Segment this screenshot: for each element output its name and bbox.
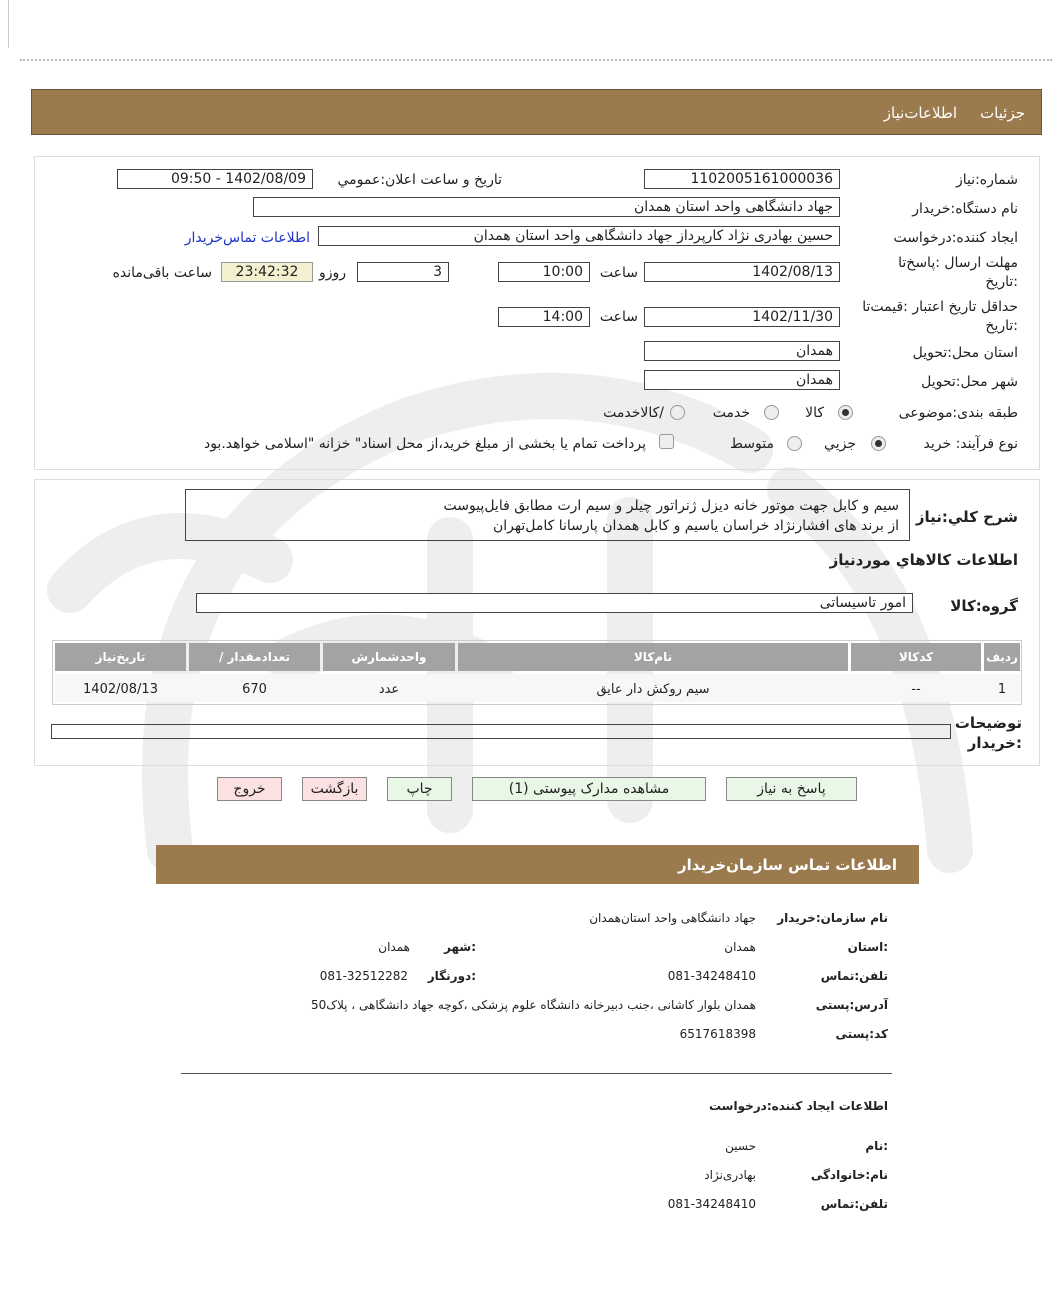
description-line-2: از برند های افشارنژاد خراسان یاسیم و کابل همدان پارسانا کامل‌تهران xyxy=(493,518,899,534)
cell-date: 1402/08/13 xyxy=(83,682,158,697)
treasury-payment-note: پرداخت تمام یا بخشی از مبلغ خرید،از محل اسناد" خزانه "اسلامی خواهد.بود xyxy=(203,436,646,452)
col-header-quantity: / تعدادمقدار xyxy=(189,643,320,671)
process-partial-label: جزیي xyxy=(824,436,856,452)
validity-label: حداقل تاریخ اعتبار :قیمت‌تا xyxy=(862,299,1018,315)
goods-group-label: گروه:کالا xyxy=(950,597,1018,615)
need-number-label: شماره:نیاز xyxy=(955,172,1018,188)
category-service-radio[interactable] xyxy=(764,405,779,420)
need-number-field: 1102005161000036 xyxy=(644,169,840,189)
category-label: طبقه بندی:موضوعی xyxy=(898,405,1018,421)
category-service-label: خدمت xyxy=(712,405,750,421)
creator-field: حسین بهادری نژاد کارپرداز جهاد دانشگاهی واحد استان همدان xyxy=(318,226,840,246)
contact-fax-label: :دورنگار xyxy=(427,969,476,983)
process-medium-label: متوسط xyxy=(730,436,774,452)
creator-name-label: :نام xyxy=(865,1139,888,1153)
creator-phone-value: 081-34248410 xyxy=(667,1197,756,1211)
tab-details[interactable]: جزئیات xyxy=(980,104,1025,122)
process-medium-radio[interactable] xyxy=(787,436,802,451)
col-header-code: کدکالا xyxy=(851,643,981,671)
announce-label: تاریخ و ساعت اعلان:عمومي xyxy=(337,172,502,188)
days-label: روزو xyxy=(318,265,346,281)
exit-button[interactable]: خروج xyxy=(217,777,282,801)
category-both-label: /کالاخدمت xyxy=(603,405,664,421)
contact-postal-value: 6517618398 xyxy=(679,1027,756,1041)
deadline-label: مهلت ارسال :پاسخ‌تا xyxy=(898,255,1018,271)
contact-phone-value: 081-34248410 xyxy=(667,969,756,983)
city-field: همدان xyxy=(644,370,840,390)
buyer-org-field: جهاد دانشگاهی واحد استان همدان xyxy=(253,197,840,217)
col-header-unit: واحدشمارش xyxy=(323,643,455,671)
contact-fax-value: 081-32512282 xyxy=(319,969,408,983)
contact-org-value: جهاد دانشگاهی واحد استان‌همدان xyxy=(589,911,756,925)
process-label: نوع فرآیند: خرید xyxy=(923,436,1018,452)
attachments-button[interactable]: مشاهده مدارک پیوستی (1) xyxy=(472,777,706,801)
goods-group-field: امور تاسیساتی xyxy=(196,593,913,613)
contact-address-label: آدرس:پستی xyxy=(815,998,888,1012)
buyer-org-label: نام دستگاه:خریدار xyxy=(912,201,1018,217)
back-button[interactable]: بازگشت xyxy=(302,777,367,801)
validity-time-field: 14:00 xyxy=(498,307,590,327)
details-header xyxy=(31,89,1042,135)
tab-need-info[interactable]: اطلاعات‌نیاز xyxy=(883,104,957,122)
contact-title: اطلاعات تماس سازمان‌خریدار xyxy=(677,856,897,874)
reply-button[interactable]: پاسخ به نیاز xyxy=(726,777,857,801)
description-line-1: سیم و کابل جهت موتور خانه دیزل ژنراتور چیلر و سیم ارت مطابق فایل‌پیوست xyxy=(443,498,899,514)
print-button[interactable]: چاپ xyxy=(387,777,452,801)
city-label: شهر محل:تحویل xyxy=(921,374,1018,390)
deadline-date-field: 1402/08/13 xyxy=(644,262,840,282)
contact-divider xyxy=(181,1073,892,1074)
announce-field: 1402/08/09 - 09:50 xyxy=(117,169,313,189)
contact-header xyxy=(156,845,919,884)
creator-family-label: نام:خانوادگی xyxy=(810,1168,888,1182)
description-label: شرح کلي:نیاز xyxy=(915,508,1018,526)
category-both-radio[interactable] xyxy=(670,405,685,420)
deadline-label-2: :تاریخ xyxy=(985,274,1018,290)
deadline-time-label: ساعت xyxy=(599,265,638,281)
cell-unit: عدد xyxy=(378,682,400,697)
top-divider xyxy=(20,59,1052,61)
contact-province-label: :استان xyxy=(847,940,888,954)
creator-info-title: اطلاعات ایجاد کننده:درخواست xyxy=(708,1099,888,1113)
cell-quantity: 670 xyxy=(242,682,267,697)
remaining-time: 23:42:32 xyxy=(221,262,313,282)
creator-family-value: بهادری‌نژاد xyxy=(704,1168,756,1182)
contact-address-value: همدان بلوار کاشانی ،جنب دبیرخانه دانشگاه علوم پزشکی ،کوچه جهاد دانشگاهی ، پلاک50 xyxy=(310,998,756,1012)
validity-label-2: :تاریخ xyxy=(985,318,1018,334)
contact-city-value: همدان xyxy=(378,940,410,954)
province-field: همدان xyxy=(644,341,840,361)
col-header-row: ردیف xyxy=(984,643,1020,671)
process-partial-radio[interactable] xyxy=(871,436,886,451)
cell-name: سیم روکش دار عایق xyxy=(596,682,710,697)
contact-postal-label: کد:پستی xyxy=(835,1027,888,1041)
cell-row: 1 xyxy=(997,682,1007,697)
col-header-name: نام‌کالا xyxy=(458,643,848,671)
contact-phone-label: تلفن:تماس xyxy=(820,969,888,983)
description-textbox xyxy=(185,489,910,541)
category-goods-radio[interactable] xyxy=(838,405,853,420)
category-goods-label: کالا xyxy=(805,405,824,421)
buyer-contact-link[interactable]: اطلاعات تماس‌خریدار xyxy=(184,230,310,246)
buyer-notes-field xyxy=(51,724,951,739)
treasury-payment-checkbox[interactable] xyxy=(659,434,674,449)
creator-phone-label: تلفن:تماس xyxy=(820,1197,888,1211)
province-label: استان محل:تحویل xyxy=(912,345,1018,361)
deadline-time-field: 10:00 xyxy=(498,262,590,282)
buyer-notes-label: توضیحات xyxy=(954,714,1022,732)
validity-time-label: ساعت xyxy=(599,309,638,325)
contact-province-value: همدان xyxy=(724,940,756,954)
remaining-label: ساعت باقی‌مانده xyxy=(112,265,212,281)
buyer-notes-label-2: :خریدار xyxy=(967,734,1022,752)
validity-date-field: 1402/11/30 xyxy=(644,307,840,327)
creator-label: ایجاد کننده:درخواست xyxy=(893,230,1018,246)
goods-section-title: اطلاعات کالاهاي موردنیاز xyxy=(829,551,1018,569)
contact-org-label: نام سازمان:خریدار xyxy=(777,911,888,925)
col-header-date: تاریخ‌نیاز xyxy=(55,643,186,671)
days-field: 3 xyxy=(357,262,449,282)
cell-code: -- xyxy=(911,682,921,697)
page-edge xyxy=(8,0,9,48)
contact-city-label: :شهر xyxy=(444,940,476,954)
creator-name-value: حسین xyxy=(725,1139,756,1153)
